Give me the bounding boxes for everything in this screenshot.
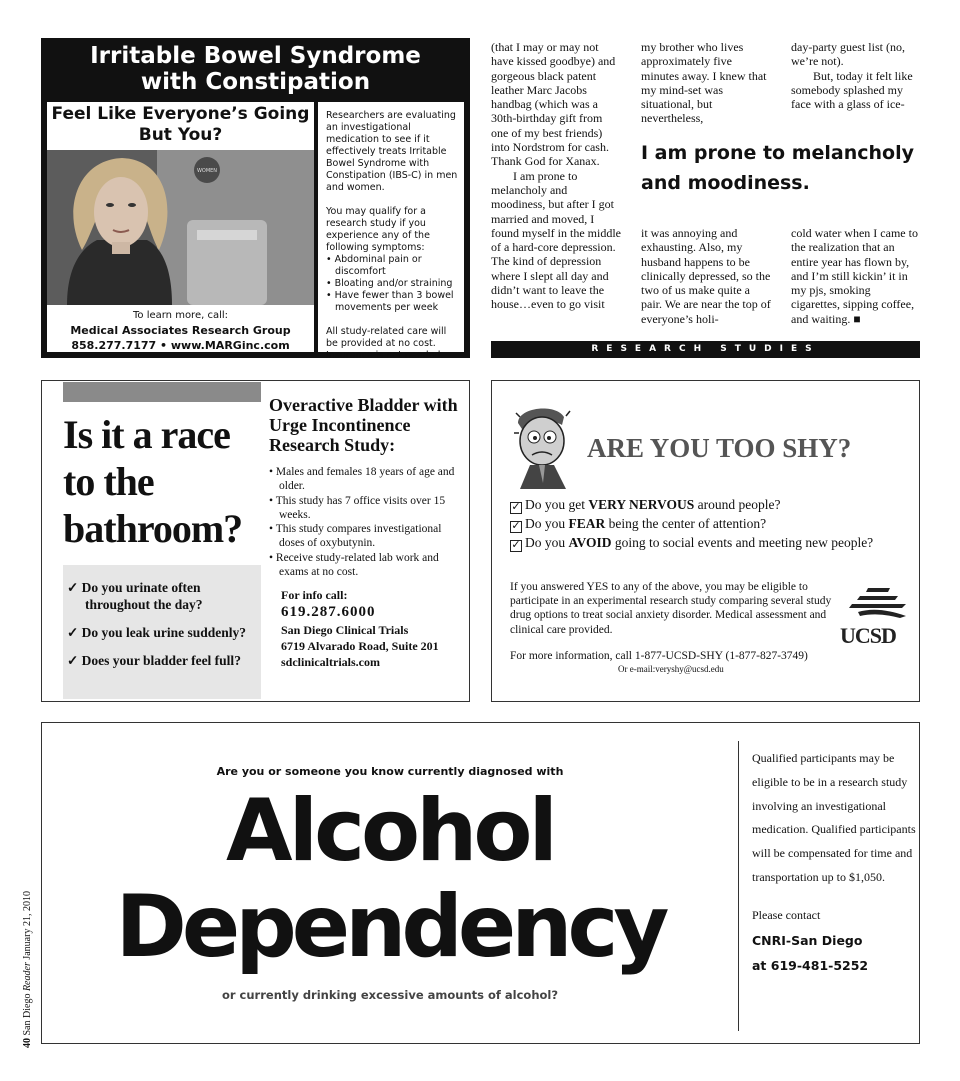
bladder-ad bbox=[41, 380, 470, 702]
publication-reader: Reader bbox=[22, 962, 33, 992]
ibs-title bbox=[41, 38, 470, 100]
alcohol-lead: Are you or someone you know currently diagnosed with bbox=[216, 765, 564, 778]
article-column-2-top bbox=[641, 40, 772, 126]
shy-headline: ARE YOU TOO SHY? bbox=[587, 433, 852, 463]
folio-text bbox=[22, 891, 33, 1048]
woman-photo bbox=[47, 150, 314, 305]
alcohol-headline-2: Dependency bbox=[115, 877, 665, 977]
ibs-details bbox=[318, 102, 464, 361]
article-paragraph: cold water when I came to the realization that an entire year has flown by, and I’m still kickin’ it in my pjs, smoking cigarettes, sipping coffee, and waiting. ■ bbox=[791, 226, 918, 326]
ibs-org: Medical Associates Research Group bbox=[70, 324, 291, 337]
ucsd-logo-text: UCSD bbox=[840, 623, 896, 648]
list-item: • This study has 7 office visits over 15 weeks. bbox=[269, 494, 446, 521]
list-item: • Have fewer than 3 bowel movements per week bbox=[326, 290, 454, 313]
checkbox-icon: ✓ bbox=[511, 539, 521, 551]
nervous-man-icon bbox=[512, 403, 578, 489]
bladder-details bbox=[269, 395, 467, 670]
gray-band bbox=[63, 382, 261, 402]
page-number: 40 bbox=[22, 1038, 33, 1048]
shy-question bbox=[510, 495, 880, 514]
publication-name: San Diego bbox=[22, 993, 33, 1036]
checkbox-icon: ✓ bbox=[511, 520, 521, 532]
ibs-phone-web: 858.277.7177 • www.MARGinc.com bbox=[71, 339, 290, 352]
article-column-3-bottom bbox=[791, 226, 920, 326]
bladder-org: San Diego Clinical Trials bbox=[281, 623, 409, 638]
q-text: Do you bbox=[525, 516, 569, 531]
alcohol-contact-lead: Please contact bbox=[752, 907, 821, 922]
shy-more-info: For more information, call 1-877-UCSD-SHY (1-877-827-3749) bbox=[510, 650, 808, 662]
article-paragraph: it was annoying and exhausting. Also, my husband happens to be clinically depressed, so the two of us make quite a pair. We are near the top of everyone’s holi- bbox=[641, 226, 771, 326]
bladder-contact bbox=[269, 587, 467, 670]
ibs-qualify: You may qualify for a research study if you experience any of the following symptoms: bbox=[326, 206, 430, 253]
q-text: around people? bbox=[694, 497, 781, 512]
bladder-question: ✓ Do you leak urine suddenly? bbox=[67, 625, 246, 640]
article-column-1 bbox=[491, 40, 622, 312]
list-item: • Males and females 18 years of age and older. bbox=[269, 466, 455, 493]
divider bbox=[738, 741, 739, 1031]
article-column-2-bottom bbox=[641, 226, 772, 326]
q-text: Do you bbox=[525, 535, 569, 550]
restroom-sign-text: WOMEN bbox=[196, 168, 218, 174]
issue-date: January 21, 2010 bbox=[22, 891, 33, 960]
ibs-photo-panel bbox=[47, 102, 314, 352]
checkbox-icon: ✓ bbox=[511, 501, 521, 513]
alcohol-tail: or currently drinking excessive amounts of alcohol? bbox=[221, 988, 559, 1002]
alcohol-side-text: Qualified participants may be eligible to be in a research study involving an investigational medication. Qualified participants will be compensated for time and transportation up to $1,050. bbox=[752, 751, 916, 884]
shy-email: Or e-mail:veryshy@ucsd.edu bbox=[618, 664, 724, 674]
ibs-title-line1: Irritable Bowel Syndrome bbox=[90, 43, 421, 69]
article-paragraph: my brother who lives approximately five minutes away. I knew that my mind-set was situational, but nevertheless, bbox=[641, 40, 767, 126]
q-text: going to social events and meeting new people? bbox=[611, 535, 874, 550]
info-label: For info call: bbox=[281, 588, 348, 603]
article-column-3-top bbox=[791, 40, 920, 111]
alcohol-ad bbox=[41, 722, 920, 1044]
ibs-title-line2: with Constipation bbox=[140, 69, 371, 95]
list-item: • Abdominal pain or discomfort bbox=[326, 254, 422, 277]
section-bar: RESEARCH STUDIES bbox=[491, 341, 920, 358]
shy-question bbox=[510, 514, 880, 533]
bladder-study-title: Overactive Bladder with Urge Incontinence Research Study: bbox=[269, 395, 458, 455]
bladder-bullets bbox=[269, 465, 467, 579]
alcohol-org: CNRI-San Diego bbox=[752, 932, 863, 948]
page-folio bbox=[22, 890, 42, 1050]
shy-questions bbox=[510, 495, 880, 552]
ibs-ad bbox=[41, 38, 470, 361]
alcohol-side bbox=[752, 747, 917, 978]
headline-line: to the bbox=[63, 459, 154, 504]
bladder-address: 6719 Alvarado Road, Suite 201 bbox=[281, 639, 439, 654]
shy-question bbox=[510, 533, 880, 552]
article-paragraph: But, today it felt like somebody splashed my face with a glass of ice- bbox=[791, 68, 913, 112]
ibs-learn-more: To learn more, call: bbox=[132, 310, 229, 321]
ibs-cost-note: All study-related care will be provided at no cost. Insurance is not needed. bbox=[326, 326, 447, 361]
q-bold: VERY NERVOUS bbox=[588, 497, 695, 512]
shy-ad bbox=[491, 380, 920, 702]
ibs-intro: Researchers are evaluating an investigational medication to see if it effectively treats Irritable Bowel Syndrome with Constipation (IBS-C) in men and women. bbox=[326, 110, 458, 193]
alcohol-headline-1: Alcohol bbox=[226, 781, 554, 881]
headline-line: Is it a race bbox=[63, 412, 230, 457]
bladder-question: ✓ Do you urinate often throughout the day? bbox=[67, 580, 203, 612]
headline-line: bathroom? bbox=[63, 506, 243, 551]
list-item: • Bloating and/or straining bbox=[326, 278, 453, 289]
bladder-web: sdclinicaltrials.com bbox=[281, 655, 380, 670]
alcohol-phone: at 619-481-5252 bbox=[752, 957, 869, 973]
article-paragraph: I am prone to melancholy and moodiness, but after I got married and moved, I found myself in the middle of a hard-core depression. The kind of depression where I slept all day and didn’t want to leave the house…even to go visit bbox=[491, 168, 621, 312]
question-panel bbox=[63, 565, 261, 699]
list-item: • This study compares investigational doses of oxybutynin. bbox=[269, 523, 442, 550]
ibs-symptom-list bbox=[326, 254, 458, 314]
bladder-headline bbox=[63, 411, 242, 552]
q-bold: AVOID bbox=[568, 535, 612, 550]
ibs-tagline: Feel Like Everyone’s Going But You? bbox=[51, 104, 310, 145]
ibs-contact bbox=[47, 309, 314, 353]
list-item: • Receive study-related lab work and exams at no cost. bbox=[269, 551, 439, 579]
shy-body: If you answered YES to any of the above, you may be eligible to participate in an experimental research study comparing several study drug options to treat social anxiety disorder. Medical assessment and clinical care provided. bbox=[510, 581, 832, 636]
q-text: Do you get bbox=[525, 497, 589, 512]
q-text: being the center of attention? bbox=[605, 516, 767, 531]
article-paragraph: day-party guest list (no, we’re not). bbox=[791, 40, 905, 69]
bladder-question: ✓ Does your bladder feel full? bbox=[67, 653, 241, 668]
photo-illustration bbox=[47, 150, 314, 305]
article-paragraph: (that I may or may not have kissed goodbye) and gorgeous black patent leather Marc Jacobs handbag (which was a 30th-birthday gift from one of my best friends) into Nordstrom for cash. Thank God for Xanax. bbox=[491, 40, 616, 169]
q-bold: FEAR bbox=[568, 516, 606, 531]
pull-quote: I am prone to melancholy and moodiness. bbox=[641, 142, 915, 194]
ucsd-logo-icon bbox=[848, 586, 910, 620]
bladder-phone: 619.287.6000 bbox=[281, 604, 376, 621]
